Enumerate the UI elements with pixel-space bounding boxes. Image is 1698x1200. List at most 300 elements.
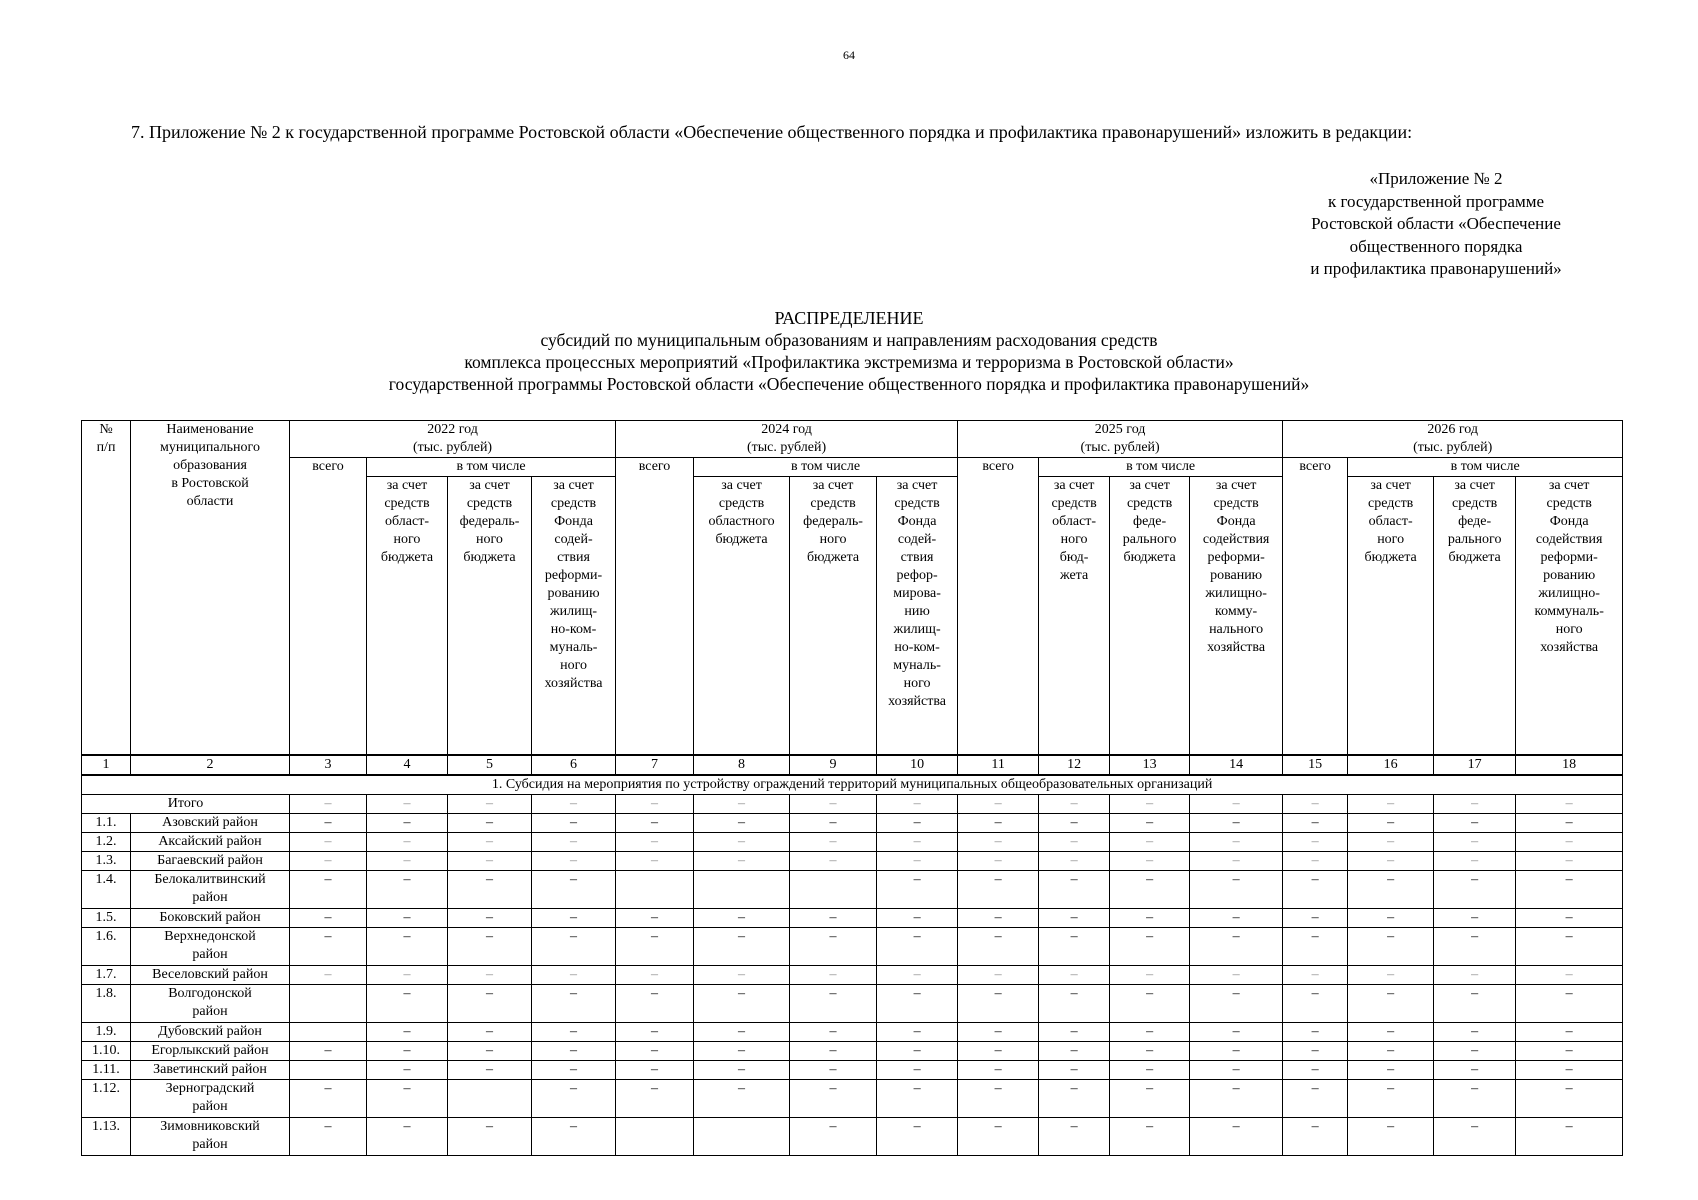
value-cell (616, 1117, 694, 1155)
header-source: за счет средств Фонда содействия реформи- рованию жилищно- комму- нального хозяйства (1190, 477, 1283, 755)
value-cell: – (790, 927, 877, 965)
value-cell: – (367, 870, 448, 908)
value-cell: – (1348, 984, 1434, 1022)
value-cell: – (1516, 832, 1623, 851)
value-cell: – (532, 984, 616, 1022)
value-cell: – (448, 908, 532, 927)
page-number: 64 (843, 48, 855, 62)
value-cell: – (616, 851, 694, 870)
header-year-2026: 2026 год (тыс. рублей) (1283, 421, 1623, 458)
value-cell: – (532, 1022, 616, 1041)
table-row (82, 965, 1623, 984)
total-cell: – (1283, 794, 1348, 813)
column-number: 13 (1110, 755, 1190, 775)
value-cell: – (1348, 965, 1434, 984)
value-cell (694, 870, 790, 908)
value-cell: – (1039, 908, 1110, 927)
value-cell: – (532, 1117, 616, 1155)
value-cell (790, 870, 877, 908)
municipality-name: Заветинский район (131, 1060, 290, 1079)
value-cell: – (1190, 1060, 1283, 1079)
value-cell: – (877, 1079, 958, 1117)
value-cell: – (1434, 927, 1516, 965)
row-number: 1.2. (82, 832, 131, 851)
value-cell: – (877, 1117, 958, 1155)
value-cell: – (958, 813, 1039, 832)
value-cell: – (1110, 1117, 1190, 1155)
value-cell: – (790, 984, 877, 1022)
value-cell: – (877, 908, 958, 927)
appendix-line: и профилактика правонарушений» (1310, 259, 1562, 278)
value-cell: – (1516, 1117, 1623, 1155)
table-row (82, 1117, 1623, 1155)
value-cell: – (367, 1041, 448, 1060)
value-cell: – (1516, 851, 1623, 870)
table-row (82, 927, 1623, 965)
value-cell: – (1039, 1117, 1110, 1155)
value-cell: – (1283, 813, 1348, 832)
header-year-2022: 2022 год (тыс. рублей) (290, 421, 616, 458)
header-total: всего (958, 458, 1039, 755)
row-number: 1.4. (82, 870, 131, 908)
value-cell: – (1039, 984, 1110, 1022)
value-cell: – (1434, 965, 1516, 984)
municipality-name: Волгодонской район (131, 984, 290, 1022)
value-cell: – (448, 984, 532, 1022)
value-cell (616, 870, 694, 908)
value-cell: – (1110, 1060, 1190, 1079)
value-cell: – (790, 832, 877, 851)
value-cell: – (532, 870, 616, 908)
value-cell: – (448, 851, 532, 870)
value-cell: – (877, 1022, 958, 1041)
table-row (82, 984, 1623, 1022)
title-line: комплекса процессных мероприятий «Профилактика экстремизма и терроризма в Ростовской области» (464, 352, 1234, 372)
value-cell: – (694, 1079, 790, 1117)
value-cell: – (1190, 870, 1283, 908)
value-cell: – (958, 1022, 1039, 1041)
value-cell: – (958, 927, 1039, 965)
value-cell: – (958, 908, 1039, 927)
value-cell: – (448, 813, 532, 832)
value-cell: – (1283, 908, 1348, 927)
total-cell: – (694, 794, 790, 813)
total-cell: – (1110, 794, 1190, 813)
value-cell: – (877, 813, 958, 832)
header-year-2024: 2024 год (тыс. рублей) (616, 421, 958, 458)
row-number: 1.11. (82, 1060, 131, 1079)
value-cell: – (1110, 1079, 1190, 1117)
value-cell: – (1283, 927, 1348, 965)
table-row (82, 1041, 1623, 1060)
appendix-line: «Приложение № 2 (1369, 169, 1503, 188)
intro-paragraph: 7. Приложение № 2 к государственной программе Ростовской области «Обеспечение общественного порядка и профилактика правонарушений» изложить в редакции: (131, 122, 1413, 142)
value-cell: – (1190, 1041, 1283, 1060)
value-cell (694, 1117, 790, 1155)
value-cell: – (532, 965, 616, 984)
municipality-name: Азовский район (131, 813, 290, 832)
value-cell: – (616, 1022, 694, 1041)
table-row (82, 851, 1623, 870)
value-cell: – (1516, 908, 1623, 927)
value-cell: – (877, 870, 958, 908)
value-cell: – (1190, 965, 1283, 984)
value-cell: – (1434, 1041, 1516, 1060)
value-cell: – (1110, 927, 1190, 965)
value-cell: – (877, 1060, 958, 1079)
value-cell: – (1434, 1117, 1516, 1155)
value-cell: – (1348, 832, 1434, 851)
total-label: Итого (82, 794, 290, 813)
header-name: Наименование муниципального образования в Ростовской области (131, 421, 290, 755)
total-cell: – (1348, 794, 1434, 813)
municipality-name: Зимовниковский район (131, 1117, 290, 1155)
column-number: 5 (448, 755, 532, 775)
value-cell: – (1348, 870, 1434, 908)
value-cell: – (1516, 1041, 1623, 1060)
value-cell: – (367, 927, 448, 965)
header-including: в том числе (1348, 458, 1623, 477)
header-including: в том числе (694, 458, 958, 477)
column-number: 11 (958, 755, 1039, 775)
value-cell: – (694, 1060, 790, 1079)
municipality-name: Боковский район (131, 908, 290, 927)
total-cell: – (448, 794, 532, 813)
value-cell: – (790, 965, 877, 984)
column-number: 12 (1039, 755, 1110, 775)
municipality-name: Дубовский район (131, 1022, 290, 1041)
value-cell: – (1283, 832, 1348, 851)
column-number: 4 (367, 755, 448, 775)
header-total: всего (290, 458, 367, 755)
table-row (82, 1060, 1623, 1079)
value-cell: – (616, 1079, 694, 1117)
value-cell: – (367, 908, 448, 927)
value-cell: – (1190, 851, 1283, 870)
total-cell: – (958, 794, 1039, 813)
column-number: 18 (1516, 755, 1623, 775)
column-number: 2 (131, 755, 290, 775)
value-cell: – (694, 1022, 790, 1041)
value-cell: – (367, 832, 448, 851)
value-cell: – (448, 1041, 532, 1060)
value-cell: – (790, 908, 877, 927)
value-cell: – (367, 1022, 448, 1041)
value-cell: – (290, 1117, 367, 1155)
value-cell: – (1039, 1079, 1110, 1117)
value-cell: – (1190, 1117, 1283, 1155)
value-cell: – (1283, 1041, 1348, 1060)
value-cell: – (616, 984, 694, 1022)
value-cell: – (1348, 813, 1434, 832)
value-cell: – (1190, 927, 1283, 965)
distribution-table (81, 420, 1623, 1156)
value-cell: – (1283, 1022, 1348, 1041)
value-cell: – (1283, 1079, 1348, 1117)
value-cell: – (1516, 965, 1623, 984)
value-cell: – (1283, 1117, 1348, 1155)
value-cell: – (1434, 870, 1516, 908)
value-cell: – (616, 908, 694, 927)
column-number: 14 (1190, 755, 1283, 775)
appendix-line: общественного порядка (1349, 236, 1523, 256)
value-cell: – (1348, 1022, 1434, 1041)
value-cell: – (1190, 908, 1283, 927)
value-cell: – (448, 1117, 532, 1155)
value-cell: – (1434, 1060, 1516, 1079)
value-cell: – (367, 813, 448, 832)
value-cell: – (877, 1041, 958, 1060)
title-line: субсидий по муниципальным образованиям и направлениям расходования средств (540, 330, 1158, 350)
value-cell: – (532, 851, 616, 870)
column-number: 9 (790, 755, 877, 775)
value-cell: – (694, 965, 790, 984)
value-cell (448, 1079, 532, 1117)
value-cell: – (616, 1060, 694, 1079)
value-cell: – (1516, 1060, 1623, 1079)
appendix-note (1266, 168, 1606, 281)
value-cell: – (367, 965, 448, 984)
row-number: 1.9. (82, 1022, 131, 1041)
value-cell: – (367, 1079, 448, 1117)
total-cell: – (1516, 794, 1623, 813)
value-cell: – (1110, 832, 1190, 851)
header-source: за счет средств феде- рального бюджета (1434, 477, 1516, 755)
title-line: государственной программы Ростовской области «Обеспечение общественного порядка и профилактика правонарушений» (388, 374, 1310, 394)
value-cell: – (1348, 1041, 1434, 1060)
value-cell: – (448, 870, 532, 908)
header-source: за счет средств федераль- ного бюджета (790, 477, 877, 755)
value-cell: – (532, 813, 616, 832)
value-cell: – (290, 1041, 367, 1060)
value-cell: – (290, 908, 367, 927)
column-number: 16 (1348, 755, 1434, 775)
header-including: в том числе (1039, 458, 1283, 477)
value-cell: – (532, 908, 616, 927)
value-cell: – (1516, 813, 1623, 832)
value-cell: – (1039, 965, 1110, 984)
value-cell: – (1190, 813, 1283, 832)
value-cell: – (877, 965, 958, 984)
total-cell: – (616, 794, 694, 813)
value-cell: – (1516, 984, 1623, 1022)
total-cell: – (1039, 794, 1110, 813)
header-num: № п/п (82, 421, 131, 755)
value-cell: – (694, 1041, 790, 1060)
value-cell: – (616, 965, 694, 984)
value-cell: – (448, 832, 532, 851)
header-source: за счет средств Фонда содей- ствия рефор- мирова- нию жилищ- но-ком- муналь- ного хозяйства (877, 477, 958, 755)
value-cell: – (694, 984, 790, 1022)
value-cell: – (694, 832, 790, 851)
value-cell: – (1039, 927, 1110, 965)
value-cell: – (616, 813, 694, 832)
value-cell: – (532, 832, 616, 851)
value-cell (290, 984, 367, 1022)
section-title: 1. Субсидия на мероприятия по устройству ограждений территорий муниципальных общеобразовательных организаций (82, 775, 1623, 795)
title-heading: РАСПРЕДЕЛЕНИЕ (774, 308, 924, 328)
value-cell: – (532, 1041, 616, 1060)
value-cell: – (958, 851, 1039, 870)
value-cell: – (1283, 1060, 1348, 1079)
value-cell: – (1516, 1022, 1623, 1041)
value-cell: – (367, 1060, 448, 1079)
value-cell: – (1434, 1022, 1516, 1041)
value-cell: – (958, 1041, 1039, 1060)
value-cell: – (958, 832, 1039, 851)
value-cell: – (1039, 1060, 1110, 1079)
value-cell: – (877, 832, 958, 851)
total-row (82, 794, 1623, 813)
value-cell: – (1190, 1022, 1283, 1041)
value-cell: – (1348, 908, 1434, 927)
value-cell: – (290, 927, 367, 965)
value-cell: – (958, 1117, 1039, 1155)
value-cell: – (877, 927, 958, 965)
value-cell: – (1190, 832, 1283, 851)
value-cell: – (958, 1079, 1039, 1117)
value-cell: – (1348, 851, 1434, 870)
row-number: 1.12. (82, 1079, 131, 1117)
value-cell: – (1434, 908, 1516, 927)
value-cell: – (532, 1079, 616, 1117)
value-cell: – (1434, 832, 1516, 851)
header-including: в том числе (367, 458, 616, 477)
value-cell: – (958, 1060, 1039, 1079)
total-cell: – (790, 794, 877, 813)
value-cell: – (532, 1060, 616, 1079)
row-number: 1.3. (82, 851, 131, 870)
value-cell: – (1110, 984, 1190, 1022)
value-cell: – (1039, 1041, 1110, 1060)
value-cell: – (1190, 984, 1283, 1022)
appendix-line: к государственной программе (1327, 191, 1545, 211)
table-row (82, 813, 1623, 832)
value-cell: – (1283, 965, 1348, 984)
value-cell: – (1434, 1079, 1516, 1117)
value-cell: – (290, 1079, 367, 1117)
value-cell: – (290, 851, 367, 870)
municipality-name: Верхнедонской район (131, 927, 290, 965)
value-cell: – (1039, 832, 1110, 851)
value-cell: – (1110, 908, 1190, 927)
header-source: за счет средств феде- рального бюджета (1110, 477, 1190, 755)
row-number: 1.1. (82, 813, 131, 832)
value-cell: – (790, 1060, 877, 1079)
value-cell: – (616, 1041, 694, 1060)
value-cell: – (1190, 1079, 1283, 1117)
value-cell: – (877, 984, 958, 1022)
value-cell: – (290, 965, 367, 984)
table-row (82, 1022, 1623, 1041)
table-row (82, 1079, 1623, 1117)
municipality-name: Зерноградский район (131, 1079, 290, 1117)
value-cell: – (1348, 1117, 1434, 1155)
value-cell: – (616, 832, 694, 851)
total-cell: – (1190, 794, 1283, 813)
document-title (0, 307, 1698, 395)
value-cell: – (616, 927, 694, 965)
value-cell: – (1110, 851, 1190, 870)
value-cell: – (448, 1022, 532, 1041)
header-source: за счет средств област- ного бюд- жета (1039, 477, 1110, 755)
column-number: 8 (694, 755, 790, 775)
municipality-name: Веселовский район (131, 965, 290, 984)
value-cell: – (448, 1060, 532, 1079)
value-cell: – (1283, 870, 1348, 908)
value-cell: – (290, 813, 367, 832)
value-cell: – (1110, 813, 1190, 832)
appendix-line: Ростовской области «Обеспечение (1311, 214, 1561, 233)
value-cell: – (367, 984, 448, 1022)
value-cell: – (367, 851, 448, 870)
value-cell: – (790, 1022, 877, 1041)
row-number: 1.7. (82, 965, 131, 984)
value-cell: – (1516, 927, 1623, 965)
value-cell: – (958, 965, 1039, 984)
value-cell: – (790, 851, 877, 870)
value-cell: – (448, 965, 532, 984)
value-cell: – (290, 832, 367, 851)
value-cell: – (1039, 813, 1110, 832)
column-number: 3 (290, 755, 367, 775)
value-cell: – (1516, 1079, 1623, 1117)
column-number: 6 (532, 755, 616, 775)
total-cell: – (1434, 794, 1516, 813)
municipality-name: Аксайский район (131, 832, 290, 851)
value-cell: – (694, 813, 790, 832)
value-cell: – (1110, 1022, 1190, 1041)
value-cell: – (694, 908, 790, 927)
row-number: 1.13. (82, 1117, 131, 1155)
value-cell: – (790, 1079, 877, 1117)
header-total: всего (1283, 458, 1348, 755)
value-cell: – (1348, 1060, 1434, 1079)
value-cell: – (1434, 984, 1516, 1022)
value-cell: – (790, 813, 877, 832)
value-cell: – (1110, 1041, 1190, 1060)
column-number: 15 (1283, 755, 1348, 775)
table-row (82, 832, 1623, 851)
value-cell: – (1039, 870, 1110, 908)
value-cell: – (448, 927, 532, 965)
value-cell: – (1348, 927, 1434, 965)
column-number: 17 (1434, 755, 1516, 775)
value-cell: – (1434, 851, 1516, 870)
value-cell: – (532, 927, 616, 965)
column-number: 10 (877, 755, 958, 775)
value-cell: – (1516, 870, 1623, 908)
header-source: за счет средств Фонда содей- ствия реформи- рованию жилищ- но-ком- муналь- ного хозяйства (532, 477, 616, 755)
table-row (82, 870, 1623, 908)
header-source: за счет средств федераль- ного бюджета (448, 477, 532, 755)
value-cell: – (1110, 965, 1190, 984)
value-cell: – (1283, 984, 1348, 1022)
value-cell: – (1348, 1079, 1434, 1117)
value-cell (290, 1022, 367, 1041)
header-source: за счет средств областного бюджета (694, 477, 790, 755)
value-cell: – (1110, 870, 1190, 908)
municipality-name: Багаевский район (131, 851, 290, 870)
row-number: 1.5. (82, 908, 131, 927)
value-cell: – (958, 984, 1039, 1022)
header-year-2025: 2025 год (тыс. рублей) (958, 421, 1283, 458)
value-cell: – (290, 870, 367, 908)
value-cell: – (694, 927, 790, 965)
value-cell: – (1283, 851, 1348, 870)
header-source: за счет средств област- ного бюджета (367, 477, 448, 755)
total-cell: – (290, 794, 367, 813)
